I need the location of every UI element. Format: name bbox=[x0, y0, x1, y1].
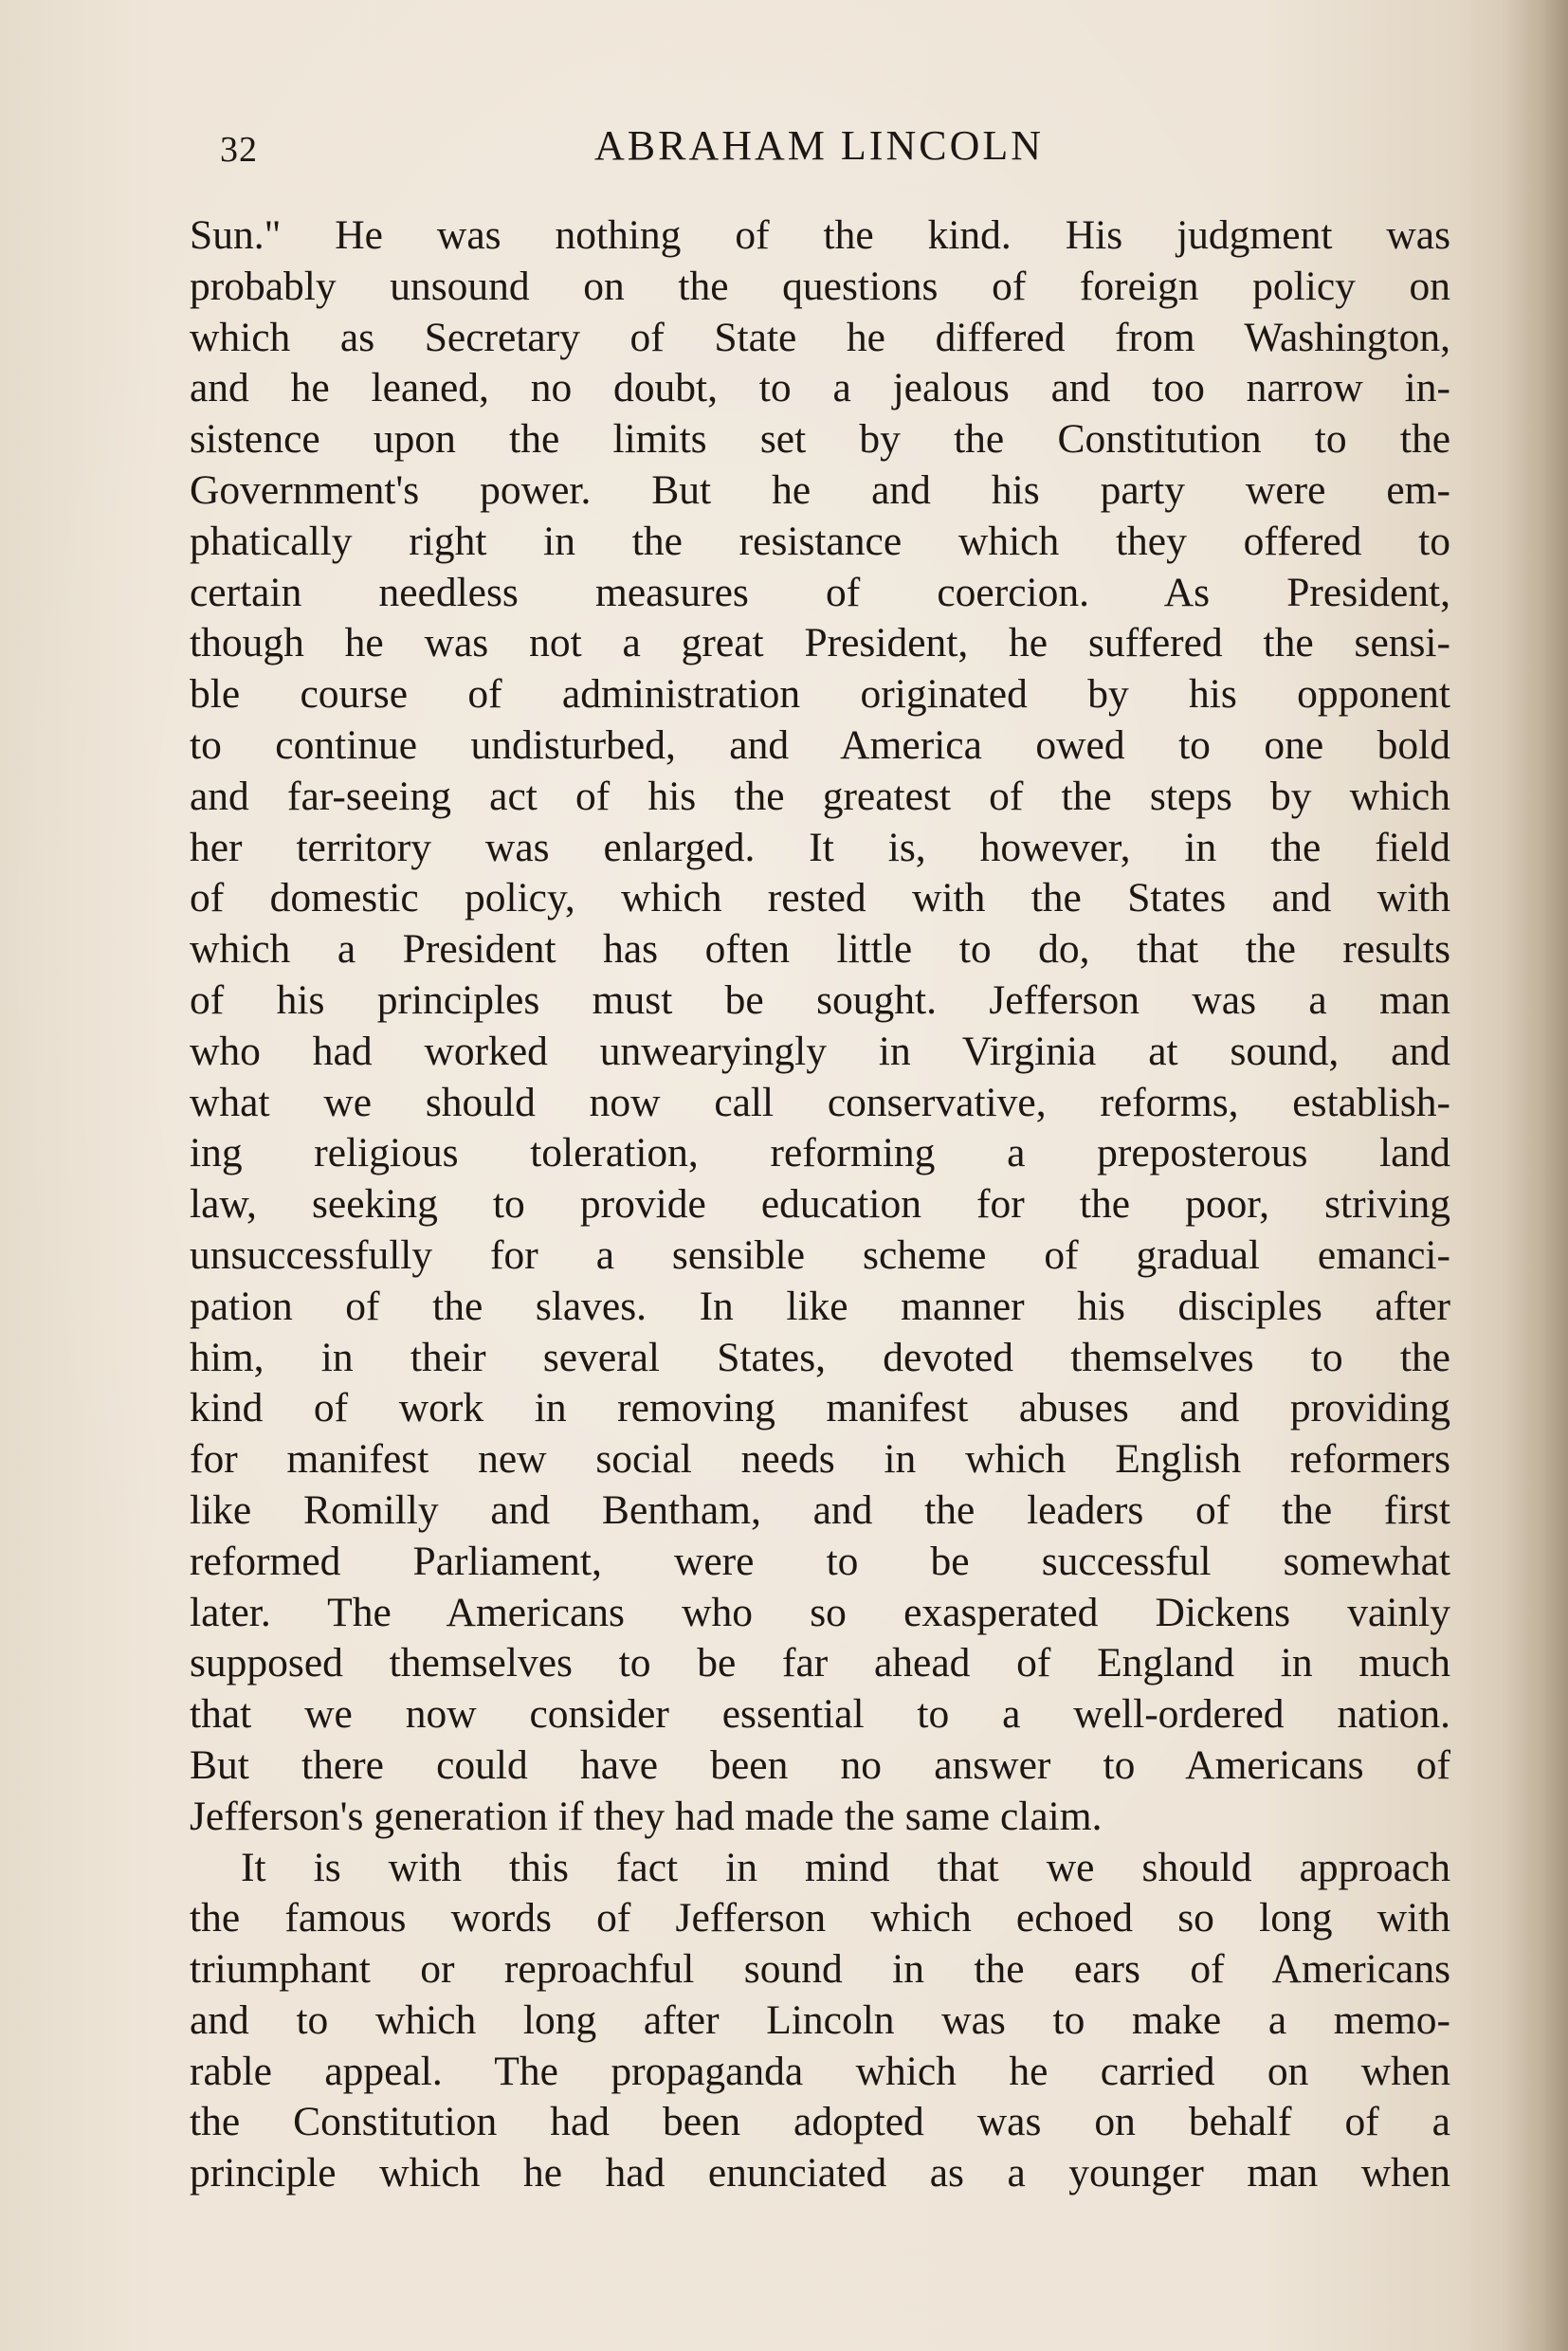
text-line: the Constitution had been adopted was on behalf of a bbox=[190, 2099, 1450, 2145]
text-line: Government's power. But he and his party were em- bbox=[190, 466, 1450, 513]
text-line: of his principles must be sought. Jefferson was a man bbox=[190, 976, 1450, 1023]
text-line: him, in their several States, devoted themselves to the bbox=[190, 1334, 1450, 1380]
text-line: and far-seeing act of his the greatest of the steps by which bbox=[190, 773, 1450, 819]
text-line: for manifest new social needs in which English reformers bbox=[190, 1436, 1450, 1483]
text-line: Jefferson's generation if they had made the same claim. bbox=[190, 1793, 1103, 1839]
text-line: which as Secretary of State he differed from Washington, bbox=[190, 314, 1450, 360]
page-edge-shadow bbox=[1502, 0, 1568, 2351]
text-line: triumphant or reproachful sound in the ears of Americans bbox=[190, 1946, 1450, 1993]
text-line: that we now consider essential to a well-ordered nation. bbox=[190, 1691, 1450, 1738]
text-line: It is with this fact in mind that we should approach bbox=[241, 1844, 1450, 1890]
text-line: the famous words of Jefferson which echoed so long with bbox=[190, 1895, 1450, 1941]
text-line: what we should now call conservative, reforms, establish- bbox=[190, 1079, 1450, 1125]
text-line: reformed Parliament, were to be successful somewhat bbox=[190, 1538, 1450, 1584]
page-number: 32 bbox=[220, 130, 258, 170]
text-line: supposed themselves to be far ahead of England in much bbox=[190, 1640, 1450, 1686]
running-head: ABRAHAM LINCOLN bbox=[594, 122, 1044, 169]
text-line: unsuccessfully for a sensible scheme of gradual emanci- bbox=[190, 1231, 1450, 1278]
text-line: Sun." He was nothing of the kind. His judgment was bbox=[190, 212, 1450, 258]
text-line: probably unsound on the questions of foreign policy on bbox=[190, 263, 1450, 309]
page-header bbox=[220, 121, 1452, 178]
text-line: sistence upon the limits set by the Constitution to the bbox=[190, 416, 1450, 463]
text-line: and he leaned, no doubt, to a jealous and too narrow in- bbox=[190, 365, 1450, 411]
text-line: certain needless measures of coercion. As President, bbox=[190, 569, 1450, 615]
text-line: kind of work in removing manifest abuses and providing bbox=[190, 1385, 1450, 1431]
text-line: law, seeking to provide education for the poor, striving bbox=[190, 1181, 1450, 1228]
text-line: later. The Americans who so exasperated Dickens vainly bbox=[190, 1589, 1450, 1635]
text-line: But there could have been no answer to Americans of bbox=[190, 1741, 1450, 1788]
text-line: though he was not a great President, he suffered the sensi- bbox=[190, 620, 1450, 666]
text-line: to continue undisturbed, and America owed to one bold bbox=[190, 721, 1450, 768]
text-line: which a President has often little to do, that the results bbox=[190, 926, 1450, 973]
text-line: principle which he had enunciated as a younger man when bbox=[190, 2150, 1450, 2196]
text-line: her territory was enlarged. It is, however, in the field bbox=[190, 824, 1450, 870]
text-line: rable appeal. The propaganda which he carried on when bbox=[190, 2048, 1450, 2094]
body-text bbox=[190, 210, 1450, 2199]
text-line: phatically right in the resistance which they offered to bbox=[190, 518, 1450, 564]
text-line: who had worked unwearyingly in Virginia at sound, and bbox=[190, 1028, 1450, 1074]
text-line: like Romilly and Bentham, and the leaders of the first bbox=[190, 1486, 1450, 1533]
text-line: of domestic policy, which rested with the States and with bbox=[190, 875, 1450, 921]
text-line: ble course of administration originated by his opponent bbox=[190, 671, 1450, 718]
text-line: ing religious toleration, reforming a preposterous land bbox=[190, 1130, 1450, 1176]
text-line: and to which long after Lincoln was to make a memo- bbox=[190, 1996, 1450, 2043]
text-line: pation of the slaves. In like manner his disciples after bbox=[190, 1283, 1450, 1329]
